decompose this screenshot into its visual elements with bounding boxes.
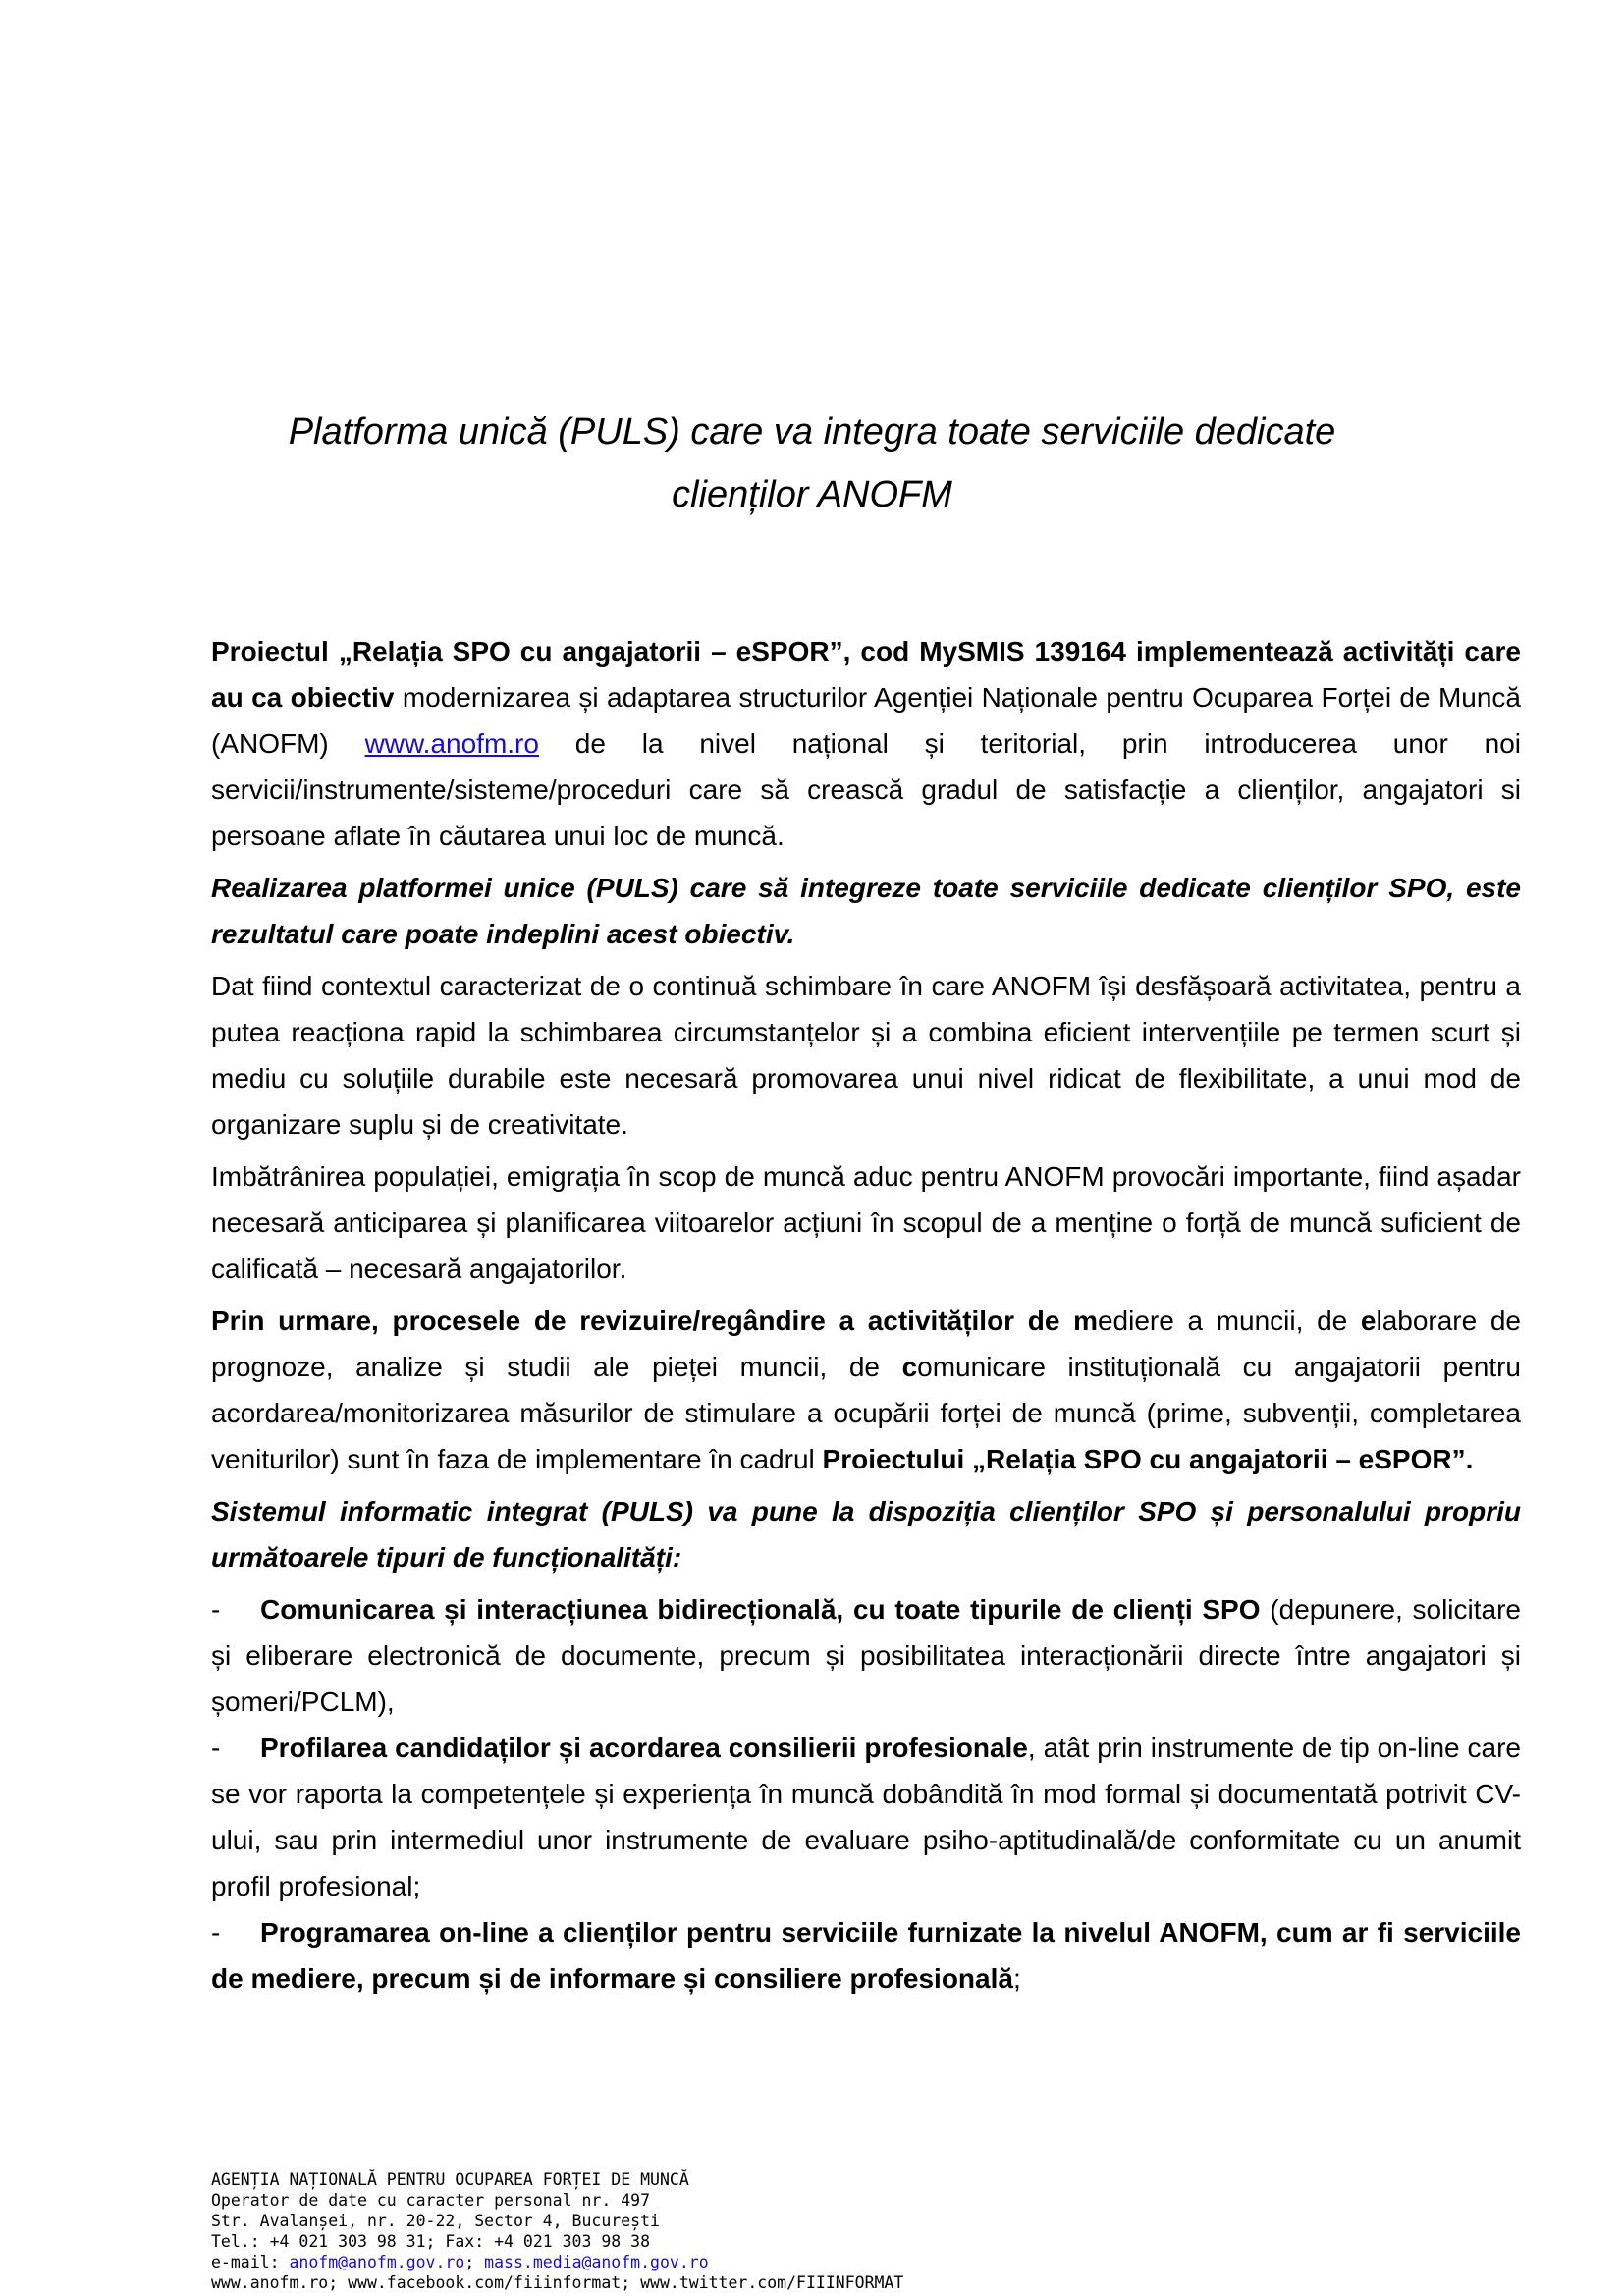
footer-email-label: e-mail:	[211, 2253, 290, 2271]
footer-address: Str. Avalanșei, nr. 20-22, Sector 4, București	[211, 2212, 660, 2230]
processes-bold-4: Proiectului „Relația SPO cu angajatorii – eSPOR”.	[822, 1444, 1474, 1474]
footer-email-sep: ;	[464, 2253, 485, 2271]
bullet-dash: -	[211, 1917, 221, 1948]
title-line-1: Platforma unică (PULS) care va integra toate serviciile dedicate	[288, 411, 1336, 453]
paragraph-functionalities: Sistemul informatic integrat (PULS) va pune la dispoziția clienților SPO și personalului propriu următoarele tipuri de funcționalități:	[211, 1496, 1521, 1573]
bullet-item-1	[211, 1586, 1521, 1725]
paragraph-intro	[211, 628, 1521, 859]
footer-phone: Tel.: +4 021 303 98 31; Fax: +4 021 303 98 38	[211, 2232, 651, 2251]
processes-bold-2: e	[1360, 1306, 1377, 1336]
bullet-2-text: , atât prin instrumente de tip on-line care se vor raporta la competențele și experiența în muncă dobândită în mod formal și documentată potrivit CV-ului, sau prin intermediul unor instrumente de evaluare psiho-aptitudinală/de conformitate cu un anumit profil profesional;	[211, 1733, 1522, 1901]
paragraph-objective: Realizarea platformei unice (PULS) care să integreze toate serviciile dedicate clienților SPO, este rezultatul care poate indeplini acest obiectiv.	[211, 873, 1521, 949]
page-footer	[211, 2169, 1488, 2293]
processes-text-3: omunicare instituțională cu angajatorii pentru acordarea/monitorizarea măsurilor de stimulare a ocupării forței de muncă (prime, subvenții, completarea veniturilor) sunt în faza de implementare în cadrul	[211, 1352, 1521, 1474]
document-body	[211, 628, 1521, 2002]
footer-web: www.anofm.ro; www.facebook.com/fiiinformat; www.twitter.com/FIIINFORMAT	[211, 2273, 904, 2292]
processes-bold-3: c	[901, 1352, 918, 1382]
bullet-item-3	[211, 1909, 1521, 2002]
paragraph-processes	[211, 1298, 1521, 1482]
bullet-3-bold: Programarea on-line a clienților pentru serviciile furnizate la nivelul ANOFM, cum ar fi serviciile de mediere, precum și de informare și consiliere profesională	[211, 1917, 1521, 1994]
bullet-1-text: (depunere, solicitare și eliberare electronică de documente, precum și posibilitatea interacționării directe între angajatori și șomeri/PCLM),	[211, 1594, 1521, 1717]
bullet-dash: -	[211, 1733, 221, 1763]
intro-bold: Proiectul „Relația SPO cu angajatorii – eSPOR”, cod MySMIS 139164 implementează activități care au ca obiectiv	[211, 636, 1521, 713]
email-link-anofm[interactable]: anofm@anofm.gov.ro	[289, 2253, 465, 2271]
processes-bold-1: Prin urmare, procesele de revizuire/regândire a activităților de m	[211, 1306, 1098, 1336]
bullet-2-bold: Profilarea candidaților și acordarea consilierii profesionale	[260, 1733, 1028, 1763]
processes-text-2: laborare de prognoze, analize și studii ale pieței muncii, de	[211, 1306, 1522, 1382]
intro-text: modernizarea și adaptarea structurilor Agenției Naționale pentru Ocuparea Forței de Muncă (ANOFM)	[211, 682, 1522, 759]
footer-operator: Operator de date cu caracter personal nr. 497	[211, 2191, 651, 2210]
email-link-mass-media[interactable]: mass.media@anofm.gov.ro	[484, 2253, 709, 2271]
intro-rest: de la nivel național și teritorial, prin introducerea unor noi servicii/instrumente/sisteme/proceduri care să crească gradul de satisfacție a clienților, angajatori si persoane aflate în căutarea unui loc de muncă.	[211, 728, 1522, 851]
footer-email	[211, 2252, 1488, 2272]
paragraph-context: Dat fiind contextul caracterizat de o continuă schimbare în care ANOFM își desfășoară activitatea, pentru a putea reacționa rapid la schimbarea circumstanțelor și a combina eficient intervențiile pe termen scurt și mediu cu soluțiile durabile este necesară promovarea unui nivel ridicat de flexibilitate, a unui mod de organizare suplu și de creativitate.	[211, 971, 1521, 1140]
footer-org: AGENȚIA NAȚIONALĂ PENTRU OCUPAREA FORȚEI DE MUNCĂ	[211, 2170, 689, 2189]
document-title	[211, 400, 1413, 526]
anofm-link[interactable]: www.anofm.ro	[364, 728, 539, 759]
bullet-dash: -	[211, 1594, 221, 1625]
paragraph-ageing: Imbătrânirea populației, emigrația în scop de muncă aduc pentru ANOFM provocări importante, fiind așadar necesară anticiparea și planificarea viitoarelor acțiuni în scopul de a menține o forță de muncă suficient de calificată – necesară angajatorilor.	[211, 1161, 1521, 1284]
bullet-3-text: ;	[1012, 1963, 1021, 1994]
title-line-2: clienților ANOFM	[672, 474, 952, 515]
bullet-item-2	[211, 1725, 1521, 1909]
processes-text-1: ediere a muncii, de	[1097, 1306, 1361, 1336]
bullet-1-bold: Comunicarea și interacțiunea bidirecțională, cu toate tipurile de clienți SPO	[260, 1594, 1261, 1625]
